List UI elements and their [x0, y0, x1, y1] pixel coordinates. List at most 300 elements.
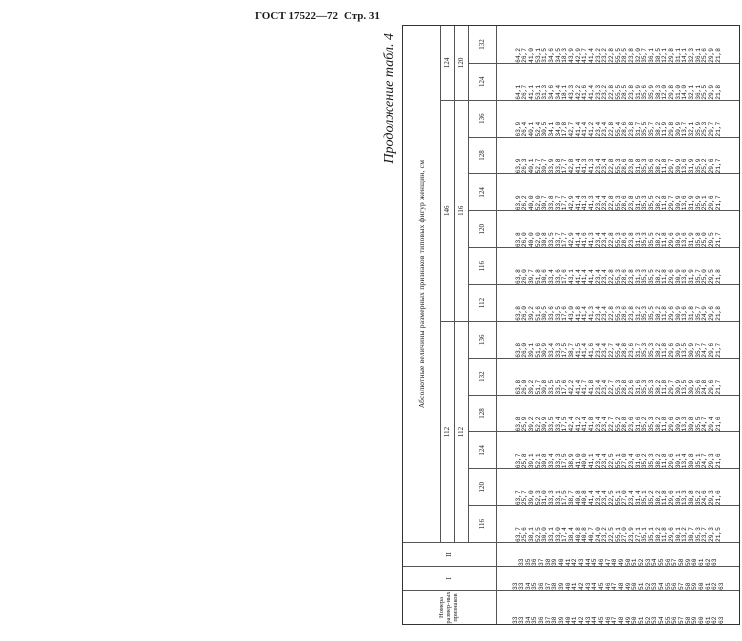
value-cell: 23,4: [601, 453, 609, 469]
value-cell: 33,3: [554, 453, 562, 469]
value-cell: 42,9: [574, 48, 582, 63]
value-cell: 30,5: [541, 306, 549, 321]
index-cell: 46: [604, 582, 612, 590]
value-cell: 39,2: [528, 306, 536, 321]
size-subheader: 120: [455, 26, 469, 100]
value-cell: 40,8: [574, 490, 582, 506]
index-cell: 50: [631, 582, 639, 590]
value-cell: 21,7: [714, 232, 722, 248]
value-cell: 31,6: [634, 379, 642, 395]
value-cell: 30,9: [674, 195, 682, 211]
value-cell: 17,8: [561, 121, 569, 137]
value-cell: 32,1: [687, 121, 695, 137]
value-cell: 41,4: [574, 158, 582, 174]
value-cell: 12,0: [661, 84, 669, 100]
value-cell: 41,2: [588, 121, 596, 137]
index-cell: 49: [624, 616, 632, 624]
value-cell: 55,3: [614, 195, 622, 211]
value-cell: 29,6: [707, 158, 715, 174]
index-cell: 33: [518, 616, 526, 624]
group-header-1: I: [403, 566, 497, 590]
value-cell: 52,5: [534, 527, 542, 542]
value-cell: 17,5: [561, 453, 569, 469]
index-cell: 33: [518, 558, 526, 566]
value-cell: 22,7: [608, 342, 616, 358]
data-column: [497, 395, 739, 432]
value-cell: 23,8: [627, 84, 635, 100]
index-cell: 51: [631, 558, 639, 566]
index-cell: 38: [544, 558, 552, 566]
value-cell: 30,7: [541, 195, 549, 211]
value-cell: 34,6: [548, 48, 556, 63]
value-cell: 41,4: [581, 416, 589, 432]
value-cell: 23,8: [627, 121, 635, 137]
value-cell: 63,9: [514, 195, 522, 211]
value-cell: 30,9: [674, 269, 682, 284]
index-cell: 39: [558, 582, 566, 590]
index-cell: 62: [711, 582, 719, 590]
value-cell: 31,5: [634, 195, 642, 211]
value-cell: 31,1: [674, 48, 682, 63]
index-cell: 51: [637, 582, 645, 590]
value-cell: 29,6: [667, 306, 675, 321]
value-cell: 30,9: [674, 379, 682, 395]
value-cell: 40,8: [581, 527, 589, 542]
value-cell: 23,4: [601, 306, 609, 321]
value-cell: 33,3: [548, 490, 556, 506]
index-cell: 38: [551, 616, 559, 624]
value-cell: 40,1: [528, 121, 536, 137]
value-cell: 23,6: [627, 416, 635, 432]
value-cell: 41,4: [588, 269, 596, 284]
index-cell: 52: [637, 558, 645, 566]
value-cell: 33,4: [554, 416, 562, 432]
index-column-2: [497, 566, 739, 590]
value-cell: 35,1: [641, 527, 649, 542]
value-cell: 30,8: [687, 416, 695, 432]
value-cell: 33,8: [554, 158, 562, 174]
value-cell: 55,3: [614, 158, 622, 174]
value-cell: 38,2: [654, 379, 662, 395]
value-cell: 24,6: [701, 490, 709, 506]
value-cell: 24,7: [701, 453, 709, 469]
value-cell: 41,7: [581, 48, 589, 63]
value-cell: 29,9: [707, 48, 715, 63]
value-cell: 35,5: [647, 232, 655, 248]
value-cell: 41,8: [588, 416, 596, 432]
value-cell: 11,8: [661, 490, 669, 506]
value-cell: 30,9: [674, 342, 682, 358]
value-cell: 23,8: [627, 306, 635, 321]
value-cell: 35,6: [641, 84, 649, 100]
value-cell: 31,5: [541, 48, 549, 63]
value-cell: 25,1: [701, 195, 709, 211]
value-cell: 52,4: [534, 121, 542, 137]
value-cell: 23,4: [601, 232, 609, 248]
value-cell: 41,6: [581, 232, 589, 248]
index-cell: 40: [564, 616, 572, 624]
value-cell: 55,5: [614, 84, 622, 100]
value-cell: 33,4: [548, 269, 556, 284]
value-cell: 11,8: [661, 269, 669, 284]
value-cell: 31,4: [634, 490, 642, 506]
value-cell: 23,4: [601, 490, 609, 506]
value-cell: 43,0: [568, 306, 576, 321]
value-cell: 35,7: [694, 269, 702, 284]
value-cell: 33,5: [554, 306, 562, 321]
value-cell: 30,9: [674, 416, 682, 432]
size-subheader: 116: [455, 100, 469, 321]
value-cell: 17,7: [561, 195, 569, 211]
value-cell: 52,0: [534, 195, 542, 211]
index-cell: 48: [618, 616, 625, 624]
value-cell: 28,6: [621, 232, 629, 248]
value-cell: 31,3: [634, 232, 642, 248]
value-cell: 41,0: [574, 453, 582, 469]
index-cell: 38: [551, 582, 559, 590]
value-cell: 14,0: [681, 84, 689, 100]
value-cell: 21,7: [714, 379, 722, 395]
value-cell: 41,3: [588, 195, 596, 211]
value-cell: 42,9: [568, 232, 576, 248]
index-column-3: [497, 542, 739, 566]
value-cell: 52,0: [534, 232, 542, 248]
value-cell: 26,3: [521, 158, 529, 174]
value-cell: 35,2: [641, 453, 649, 469]
value-cell: 52,3: [534, 490, 542, 506]
index-cell: 60: [697, 616, 705, 624]
index-cell: 45: [598, 582, 606, 590]
index-cell: 42: [571, 558, 579, 566]
index-column-1: [497, 590, 739, 624]
index-cell: 55: [664, 616, 672, 624]
data-column: [497, 137, 739, 174]
value-cell: 29,8: [667, 84, 675, 100]
value-cell: 29,9: [707, 84, 715, 100]
value-cell: 23,4: [594, 232, 602, 248]
value-cell: 41,8: [588, 379, 596, 395]
value-cell: 22,5: [608, 527, 616, 542]
value-cell: 31,9: [687, 195, 695, 211]
value-cell: 25,0: [701, 232, 709, 248]
index-cell: 58: [677, 558, 685, 566]
value-cell: 26,0: [521, 269, 529, 284]
value-cell: 55,3: [614, 269, 622, 284]
value-cell: 18,1: [561, 84, 569, 100]
value-cell: 13,2: [681, 527, 689, 542]
page-header: [255, 10, 405, 26]
index-cell: 53: [651, 616, 659, 624]
value-cell: 41,4: [574, 121, 582, 137]
index-cell: 60: [691, 558, 699, 566]
value-cell: 53,1: [534, 48, 542, 63]
value-cell: 35,2: [641, 416, 649, 432]
size-subheader: 112: [455, 321, 469, 542]
column-subheader: 116: [469, 505, 497, 542]
index-cell: 35: [531, 616, 539, 624]
value-cell: 22,8: [608, 232, 616, 248]
index-cell: 33: [511, 582, 519, 590]
value-cell: 41,4: [574, 269, 582, 284]
value-cell: 23,4: [601, 158, 609, 174]
group-header-2: II: [403, 542, 497, 566]
value-cell: 31,9: [634, 84, 642, 100]
value-cell: 17,6: [561, 379, 569, 395]
index-cell: 57: [677, 582, 685, 590]
value-cell: 29,6: [667, 342, 675, 358]
value-cell: 26,0: [521, 342, 529, 358]
value-cell: 41,8: [574, 306, 582, 321]
value-cell: 41,4: [581, 121, 589, 137]
value-cell: 23,4: [601, 195, 609, 211]
index-cell: 55: [664, 582, 672, 590]
index-cell: 50: [631, 616, 639, 624]
value-cell: 24,7: [701, 342, 709, 358]
value-cell: 35,2: [647, 490, 655, 506]
value-cell: 28,6: [621, 269, 629, 284]
value-cell: 43,9: [568, 48, 576, 63]
value-cell: 33,5: [548, 232, 556, 248]
index-cell: 47: [611, 582, 619, 590]
value-cell: 27,0: [621, 453, 629, 469]
value-cell: 51,6: [534, 306, 542, 321]
value-cell: 23,4: [594, 158, 602, 174]
index-cell: 44: [591, 616, 599, 624]
index-cell: 35: [524, 558, 532, 566]
value-cell: 11,8: [661, 158, 669, 174]
value-cell: 55,5: [614, 48, 622, 63]
value-cell: 39,7: [528, 269, 536, 284]
value-cell: 51,8: [534, 269, 542, 284]
value-cell: 23,2: [601, 84, 609, 100]
value-cell: 38,9: [568, 453, 576, 469]
value-cell: 25,3: [701, 121, 709, 137]
value-cell: 13,5: [681, 342, 689, 358]
column-subheader: 136: [469, 321, 497, 358]
value-cell: 26,0: [521, 232, 529, 248]
index-cell: 39: [551, 558, 559, 566]
value-cell: 31,8: [687, 306, 695, 321]
value-cell: 29,7: [707, 121, 715, 137]
value-cell: 11,8: [661, 379, 669, 395]
value-cell: 42,2: [574, 84, 582, 100]
value-cell: 63,7: [514, 453, 522, 469]
value-cell: 28,8: [621, 379, 629, 395]
data-column: [497, 210, 739, 247]
value-cell: 55,3: [614, 379, 622, 395]
value-cell: 38,7: [568, 342, 576, 358]
value-cell: 30,9: [674, 158, 682, 174]
value-cell: 30,8: [541, 453, 549, 469]
value-cell: 38,2: [654, 342, 662, 358]
value-cell: 29,8: [667, 121, 675, 137]
index-cell: 44: [591, 582, 599, 590]
value-cell: 38,5: [654, 48, 662, 63]
value-cell: 24,7: [701, 416, 709, 432]
value-cell: 35,3: [647, 342, 655, 358]
index-cell: 53: [644, 558, 652, 566]
value-cell: 29,7: [667, 158, 675, 174]
value-cell: 29,6: [707, 379, 715, 395]
value-cell: 35,1: [647, 527, 655, 542]
value-cell: 22,5: [608, 490, 616, 506]
value-cell: 33,7: [554, 195, 562, 211]
index-cell: 54: [657, 616, 665, 624]
value-cell: 26,7: [521, 48, 529, 63]
value-cell: 55,1: [614, 453, 622, 469]
value-cell: 38,3: [654, 84, 662, 100]
value-cell: 29,6: [707, 342, 715, 358]
value-cell: 23,4: [627, 490, 635, 506]
index-cell: 46: [604, 616, 612, 624]
value-cell: 43,1: [568, 269, 576, 284]
value-cell: 32,3: [687, 48, 695, 63]
index-cell: 62: [711, 616, 719, 624]
value-cell: 29,6: [667, 416, 675, 432]
value-cell: 35,3: [641, 379, 649, 395]
value-cell: 39,2: [528, 379, 536, 395]
index-cell: 36: [531, 558, 539, 566]
value-cell: 23,2: [601, 527, 609, 542]
value-cell: 29,3: [707, 490, 715, 506]
value-cell: 24,9: [701, 306, 709, 321]
data-column: [497, 468, 739, 505]
index-cell: 41: [571, 616, 579, 624]
value-cell: 30,9: [687, 342, 695, 358]
value-cell: 13,6: [681, 306, 689, 321]
value-cell: 28,5: [621, 84, 629, 100]
value-cell: 35,9: [694, 158, 702, 174]
index-cell: 42: [578, 582, 586, 590]
value-cell: 11,8: [661, 195, 669, 211]
value-cell: 30,9: [687, 379, 695, 395]
value-cell: 29,6: [707, 195, 715, 211]
index-cell: 37: [544, 582, 552, 590]
data-column: [497, 505, 739, 542]
value-cell: 33,8: [548, 195, 556, 211]
value-cell: 35,2: [694, 490, 702, 506]
value-cell: 34,4: [554, 84, 562, 100]
value-cell: 26,0: [521, 306, 529, 321]
value-cell: 28,5: [621, 48, 629, 63]
data-column: [497, 321, 739, 358]
value-cell: 11,9: [661, 121, 669, 137]
index-cell: 41: [571, 582, 579, 590]
value-cell: 28,6: [621, 306, 629, 321]
value-cell: 41,4: [574, 379, 582, 395]
value-cell: 30,8: [687, 453, 695, 469]
value-cell: 29,6: [667, 269, 675, 284]
value-cell: 55,1: [614, 527, 622, 542]
value-cell: 23,3: [594, 84, 602, 100]
value-cell: 64,1: [514, 84, 522, 100]
index-cell: 40: [558, 558, 566, 566]
value-cell: 21,8: [714, 306, 722, 321]
value-cell: 55,3: [614, 306, 622, 321]
value-cell: 22,7: [608, 416, 616, 432]
value-cell: 26,0: [521, 379, 529, 395]
data-column: [497, 431, 739, 468]
value-cell: 30,1: [674, 453, 682, 469]
value-cell: 41,1: [588, 453, 596, 469]
value-cell: 42,8: [568, 158, 576, 174]
index-cell: 58: [684, 616, 692, 624]
value-cell: 22,8: [608, 269, 616, 284]
value-cell: 31,6: [634, 453, 642, 469]
value-cell: 21,7: [714, 121, 722, 137]
value-cell: 42,2: [568, 379, 576, 395]
value-cell: 30,7: [687, 527, 695, 542]
value-cell: 31,3: [541, 84, 549, 100]
value-cell: 17,5: [561, 342, 569, 358]
data-column: [497, 173, 739, 210]
value-cell: 23,4: [594, 195, 602, 211]
value-cell: 64,2: [514, 48, 522, 63]
value-cell: 35,7: [694, 306, 702, 321]
value-cell: 29,6: [667, 232, 675, 248]
value-cell: 35,5: [647, 195, 655, 211]
value-cell: 55,1: [614, 490, 622, 506]
value-cell: 41,4: [574, 195, 582, 211]
value-cell: 33,5: [548, 379, 556, 395]
value-cell: 35,3: [641, 269, 649, 284]
value-cell: 38,2: [654, 490, 662, 506]
value-cell: 23,4: [601, 121, 609, 137]
value-cell: 41,3: [588, 158, 596, 174]
value-cell: 55,2: [614, 416, 622, 432]
value-cell: 30,8: [687, 490, 695, 506]
col-header-feature-number: Номера размер-ных признаков: [403, 590, 497, 624]
value-cell: 22,8: [608, 306, 616, 321]
value-cell: 31,6: [634, 416, 642, 432]
value-cell: 30,8: [541, 379, 549, 395]
index-cell: 41: [564, 558, 572, 566]
value-cell: 33,5: [548, 416, 556, 432]
value-cell: 41,3: [581, 195, 589, 211]
value-cell: 30,7: [541, 158, 549, 174]
value-cell: 38,2: [654, 527, 662, 542]
value-cell: 29,3: [707, 453, 715, 469]
column-subheader: 124: [469, 63, 497, 100]
value-cell: 41,7: [581, 379, 589, 395]
value-cell: 11,8: [661, 306, 669, 321]
value-cell: 34,6: [548, 84, 556, 100]
value-cell: 52,7: [534, 158, 542, 174]
value-cell: 33,1: [548, 527, 556, 542]
value-cell: 17,6: [561, 306, 569, 321]
value-cell: 33,5: [554, 379, 562, 395]
value-cell: 22,8: [608, 48, 616, 63]
value-cell: 23,4: [601, 342, 609, 358]
value-cell: 22,8: [608, 84, 616, 100]
value-cell: 29,6: [667, 453, 675, 469]
value-cell: 11,8: [661, 342, 669, 358]
value-cell: 51,7: [534, 379, 542, 395]
index-cell: 35: [531, 582, 539, 590]
column-subheader: 136: [469, 100, 497, 137]
index-cell: 51: [637, 616, 645, 624]
value-cell: 35,3: [641, 342, 649, 358]
data-column: [497, 26, 739, 63]
value-cell: 53,1: [534, 84, 542, 100]
column-subheader: 128: [469, 137, 497, 174]
data-column: [497, 358, 739, 395]
value-cell: 43,3: [568, 84, 576, 100]
value-cell: 35,1: [694, 453, 702, 469]
index-cell: 55: [657, 558, 665, 566]
value-cell: 31,8: [634, 158, 642, 174]
index-cell: 52: [644, 616, 652, 624]
